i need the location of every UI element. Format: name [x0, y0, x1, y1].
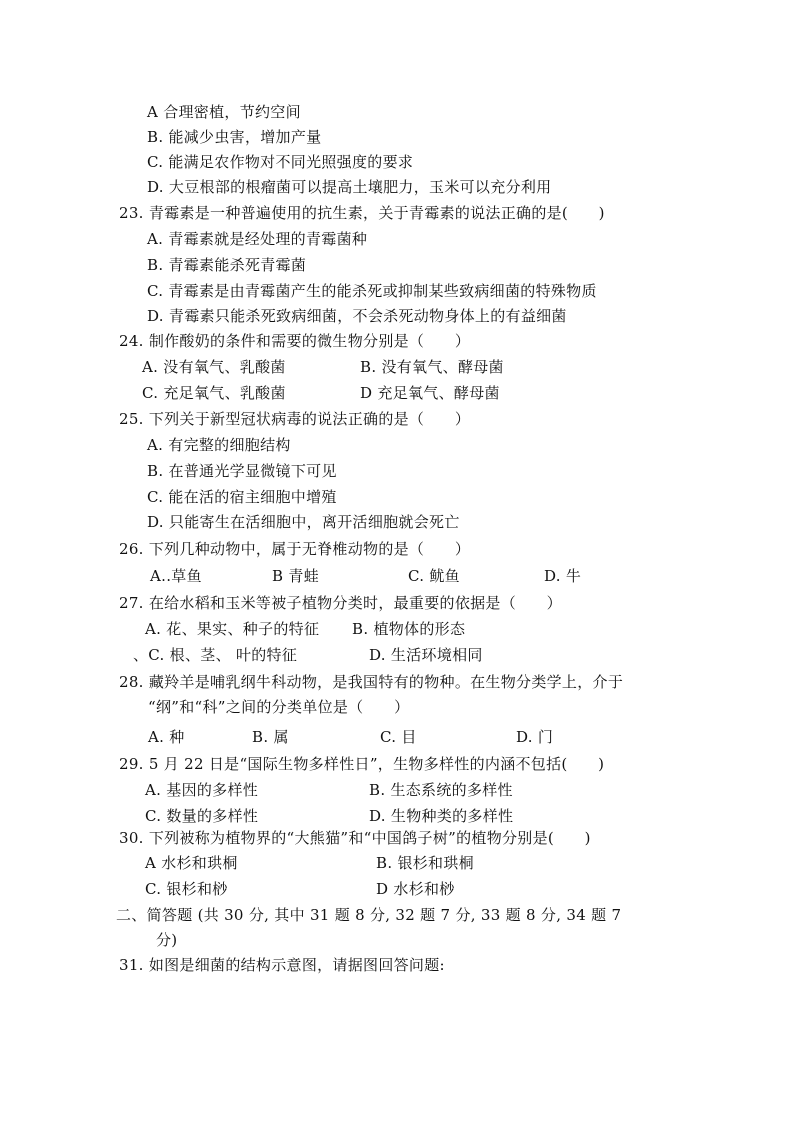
q25-option-a: A. 有完整的细胞结构	[147, 436, 291, 454]
q27-option-a: A. 花、果实、种子的特征	[145, 620, 320, 638]
q26-option-b: B 青蛙	[272, 567, 319, 585]
section-heading-cont: 分)	[156, 931, 178, 949]
q29-option-d: D. 生物种类的多样性	[369, 807, 514, 825]
q22-option-d: D. 大豆根部的根瘤菌可以提高土壤肥力，玉米可以充分利用	[147, 178, 552, 196]
q22-option-a: A 合理密植，节约空间	[147, 103, 301, 121]
q23-option-d: D. 青霉素只能杀死致病细菌，不会杀死动物身体上的有益细菌	[147, 307, 567, 325]
q25-stem: 25. 下列关于新型冠状病毒的说法正确的是（ ）	[119, 410, 471, 428]
q30-option-a: A 水杉和珙桐	[145, 854, 238, 872]
q28-option-a: A. 种	[148, 728, 185, 746]
q23-stem: 23. 青霉素是一种普遍使用的抗生素，关于青霉素的说法正确的是( )	[119, 204, 605, 222]
q24-option-b: B. 没有氧气、酵母菌	[360, 358, 504, 376]
q28-stem-line2: “纲”和“科”之间的分类单位是（ ）	[148, 698, 410, 716]
q30-option-d: D 水杉和桫	[376, 880, 455, 898]
q23-option-b: B. 青霉素能杀死青霉菌	[147, 256, 307, 274]
section-heading: 二、简答题 (共 30 分, 其中 31 题 8 分, 32 题 7 分, 33 题 8 分, 34 题 7	[116, 906, 622, 924]
q23-option-c: C. 青霉素是由青霉菌产生的能杀死或抑制某些致病细菌的特殊物质	[147, 282, 597, 300]
q26-stem: 26. 下列几种动物中，属于无脊椎动物的是（ ）	[119, 540, 471, 558]
q28-option-d: D. 门	[516, 728, 554, 746]
q24-option-a: A. 没有氧气、乳酸菌	[142, 358, 286, 376]
q28-option-c: C. 目	[380, 728, 417, 746]
q24-option-d: D 充足氧气、酵母菌	[360, 384, 500, 402]
q26-option-a: A..草鱼	[150, 567, 202, 585]
q25-option-b: B. 在普通光学显微镜下可见	[147, 462, 337, 480]
q30-option-c: C. 银杉和桫	[145, 880, 228, 898]
q25-option-d: D. 只能寄生在活细胞中，离开活细胞就会死亡	[147, 513, 460, 531]
q22-option-b: B. 能减少虫害，增加产量	[147, 128, 322, 146]
q27-option-c: 、C. 根、茎、 叶的特征	[133, 646, 298, 664]
q27-option-d: D. 生活环境相同	[369, 646, 483, 664]
q26-option-c: C. 鱿鱼	[408, 567, 460, 585]
q29-option-c: C. 数量的多样性	[145, 807, 259, 825]
q28-stem-line1: 28. 藏羚羊是哺乳纲牛科动物，是我国特有的物种。在生物分类学上，介于	[119, 673, 624, 691]
q31-stem: 31. 如图是细菌的结构示意图，请据图回答问题:	[119, 956, 445, 974]
q30-stem: 30. 下列被称为植物界的“大熊猫”和“中国鸽子树”的植物分别是( )	[119, 829, 591, 847]
q27-stem: 27. 在给水稻和玉米等被子植物分类时，最重要的依据是（ ）	[119, 594, 562, 612]
q27-option-b: B. 植物体的形态	[352, 620, 466, 638]
q23-option-a: A. 青霉素就是经处理的青霉菌种	[147, 230, 368, 248]
q22-option-c: C. 能满足农作物对不同光照强度的要求	[147, 153, 414, 171]
q25-option-c: C. 能在活的宿主细胞中增殖	[147, 488, 337, 506]
q26-option-d: D. 牛	[544, 567, 582, 585]
q24-stem: 24. 制作酸奶的条件和需要的微生物分别是（ ）	[119, 332, 471, 350]
q24-option-c: C. 充足氧气、乳酸菌	[142, 384, 286, 402]
q28-option-b: B. 属	[252, 728, 289, 746]
q29-option-a: A. 基因的多样性	[145, 781, 259, 799]
q29-option-b: B. 生态系统的多样性	[369, 781, 513, 799]
q29-stem: 29. 5 月 22 日是“国际生物多样性日”，生物多样性的内涵不包括( )	[119, 755, 605, 773]
q30-option-b: B. 银杉和珙桐	[376, 854, 474, 872]
